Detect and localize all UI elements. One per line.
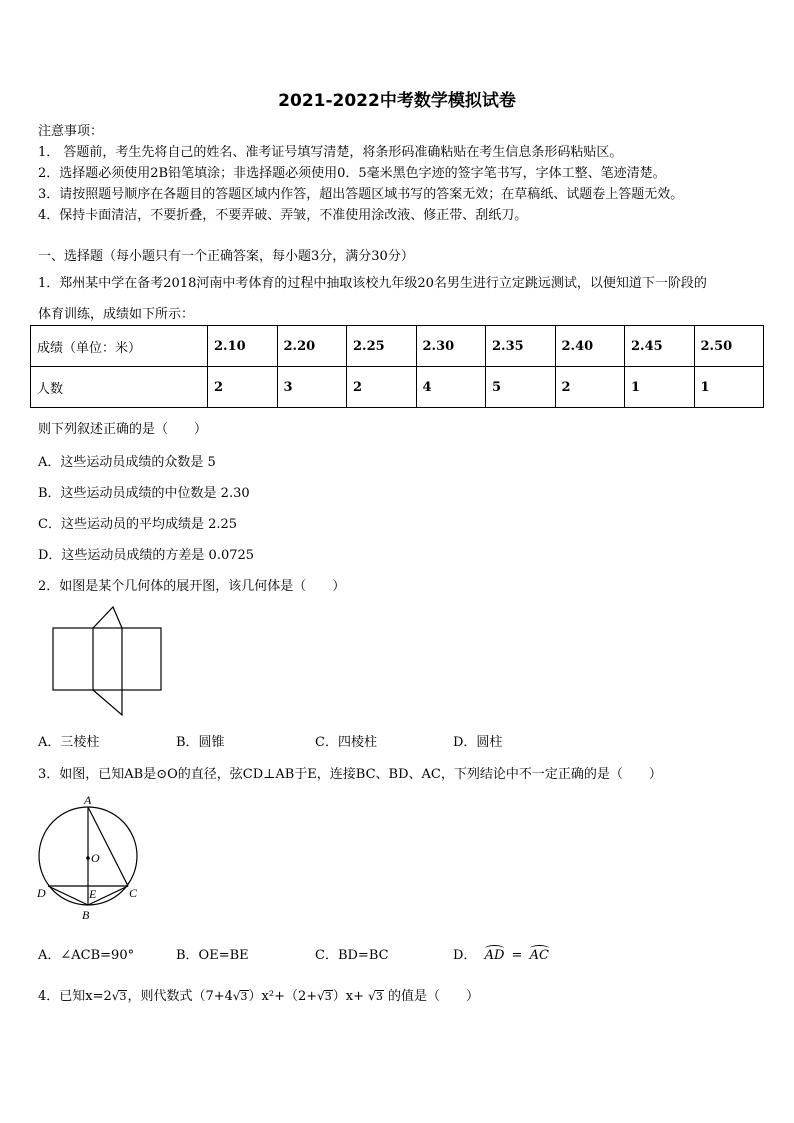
q1-stem-line2: 体育训练，成绩如下所示： — [38, 307, 195, 322]
page-title: 2021-2022中考数学模拟试卷 — [278, 91, 516, 111]
table-cell: 2 — [208, 367, 278, 408]
net-rect — [53, 628, 161, 690]
segment-ac — [88, 807, 128, 886]
q2-option-c: C．四棱柱 — [315, 735, 377, 750]
arc-mark — [530, 945, 549, 952]
label-o: O — [91, 851, 100, 865]
sqrt-radicand: 3 — [240, 990, 248, 1003]
q3-option-b: B．OE=BE — [176, 948, 249, 963]
table-cell: 1 — [625, 367, 695, 408]
arc-ad-text: AD — [484, 948, 505, 963]
q3-option-a: A．∠ACB=90° — [38, 948, 135, 963]
table-row — [31, 326, 764, 367]
table-header-cell: 人数 — [31, 367, 208, 408]
circle-figure — [33, 792, 143, 922]
table-cell: 3 — [277, 367, 347, 408]
q3-option-d-label: D． — [453, 948, 477, 963]
table-header-cell: 成绩（单位：米） — [31, 326, 208, 367]
notice-item: 3．请按照题号顺序在各题目的答题区域内作答，超出答题区域书写的答案无效；在草稿纸、试题卷上答题无效。 — [38, 187, 684, 202]
table-cell: 2 — [555, 367, 625, 408]
q2-stem: 2．如图是某个几何体的展开图，该几何体是（ ） — [38, 579, 346, 594]
q4-text: ，则代数式（7+4 — [127, 989, 233, 1004]
q1-question: 则下列叙述正确的是（ ） — [38, 422, 208, 437]
net-triangle-bottom — [93, 690, 122, 715]
sqrt-radicand: 3 — [375, 990, 383, 1003]
net-triangle-top — [93, 607, 122, 628]
table-cell: 2.25 — [347, 326, 417, 367]
q2-option-a: A．三棱柱 — [38, 735, 100, 750]
q2-option-b: B．圆锥 — [176, 735, 225, 750]
q1-stem-line1: 1．郑州某中学在备考2018河南中考体育的过程中抽取该校九年级20名男生进行立定跳远测试，以便知道下一阶段的 — [38, 276, 707, 291]
arc-mark — [485, 945, 505, 952]
label-a: A — [84, 793, 92, 807]
table-cell: 2.40 — [555, 326, 625, 367]
q3-option-d — [453, 944, 549, 963]
q1-option-a: A．这些运动员成绩的众数是 5 — [38, 455, 216, 470]
notice-item: 2．选择题必须使用2B铅笔填涂；非选择题必须使用0．5毫米黑色字迹的签字笔书写，字体工整、笔迹清楚。 — [38, 166, 666, 181]
label-e: E — [89, 887, 97, 901]
q3-option-c: C．BD=BC — [315, 948, 389, 963]
q1-option-c: C．这些运动员的平均成绩是 2.25 — [38, 517, 238, 532]
segment-bd — [48, 886, 88, 905]
scores-table — [30, 325, 764, 408]
q4-text: 的值是（ ） — [383, 989, 479, 1004]
prism-net-figure — [50, 605, 165, 720]
table-cell: 1 — [694, 367, 764, 408]
table-cell: 4 — [416, 367, 486, 408]
notice-heading: 注意事项： — [38, 124, 104, 139]
q4-text: 4．已知x=2 — [38, 989, 112, 1004]
table-cell: 2.50 — [694, 326, 764, 367]
q1-option-b: B．这些运动员成绩的中位数是 2.30 — [38, 486, 250, 501]
sqrt-symbol: √ — [368, 989, 376, 1003]
table-cell: 2.20 — [277, 326, 347, 367]
notice-item: 4．保持卡面清洁，不要折叠，不要弄破、弄皱，不准使用涂改液、修正带、刮纸刀。 — [38, 208, 528, 223]
table-cell: 2.45 — [625, 326, 695, 367]
notice-item: 1． 答题前，考生先将自己的姓名、准考证号填写清楚，将条形码准确粘贴在考生信息条形码粘贴区。 — [38, 145, 623, 160]
q4-text: ）x+ — [332, 989, 369, 1004]
label-c: C — [129, 886, 138, 900]
sqrt-symbol: √ — [232, 989, 241, 1003]
sqrt-symbol: √ — [317, 989, 325, 1003]
section-heading: 一、选择题（每小题只有一个正确答案，每小题3分，满分30分） — [38, 249, 414, 264]
table-cell: 5 — [486, 367, 556, 408]
arc-ad — [485, 948, 505, 963]
equals-sign: = — [511, 948, 523, 963]
table-cell: 2.10 — [208, 326, 278, 367]
q1-option-d: D．这些运动员成绩的方差是 0.0725 — [38, 548, 255, 563]
label-d: D — [37, 886, 46, 900]
center-point — [86, 856, 90, 860]
label-b: B — [82, 908, 90, 922]
table-cell: 2 — [347, 367, 417, 408]
table-row — [31, 367, 764, 408]
sqrt-radicand: 3 — [119, 990, 127, 1003]
arc-ac-text: AC — [529, 948, 549, 963]
q2-option-d: D．圆柱 — [453, 735, 503, 750]
q4-text: ）x²+（2+ — [248, 989, 318, 1004]
q3-stem: 3．如图，已知AB是⊙O的直径，弦CD⊥AB于E，连接BC、BD、AC，下列结论中不一定正确的是（ ） — [38, 767, 662, 782]
table-cell: 2.35 — [486, 326, 556, 367]
sqrt-symbol: √ — [111, 989, 120, 1003]
arc-ac — [530, 948, 549, 963]
q4-stem — [38, 985, 479, 1004]
sqrt-radicand: 3 — [324, 990, 332, 1003]
table-cell: 2.30 — [416, 326, 486, 367]
